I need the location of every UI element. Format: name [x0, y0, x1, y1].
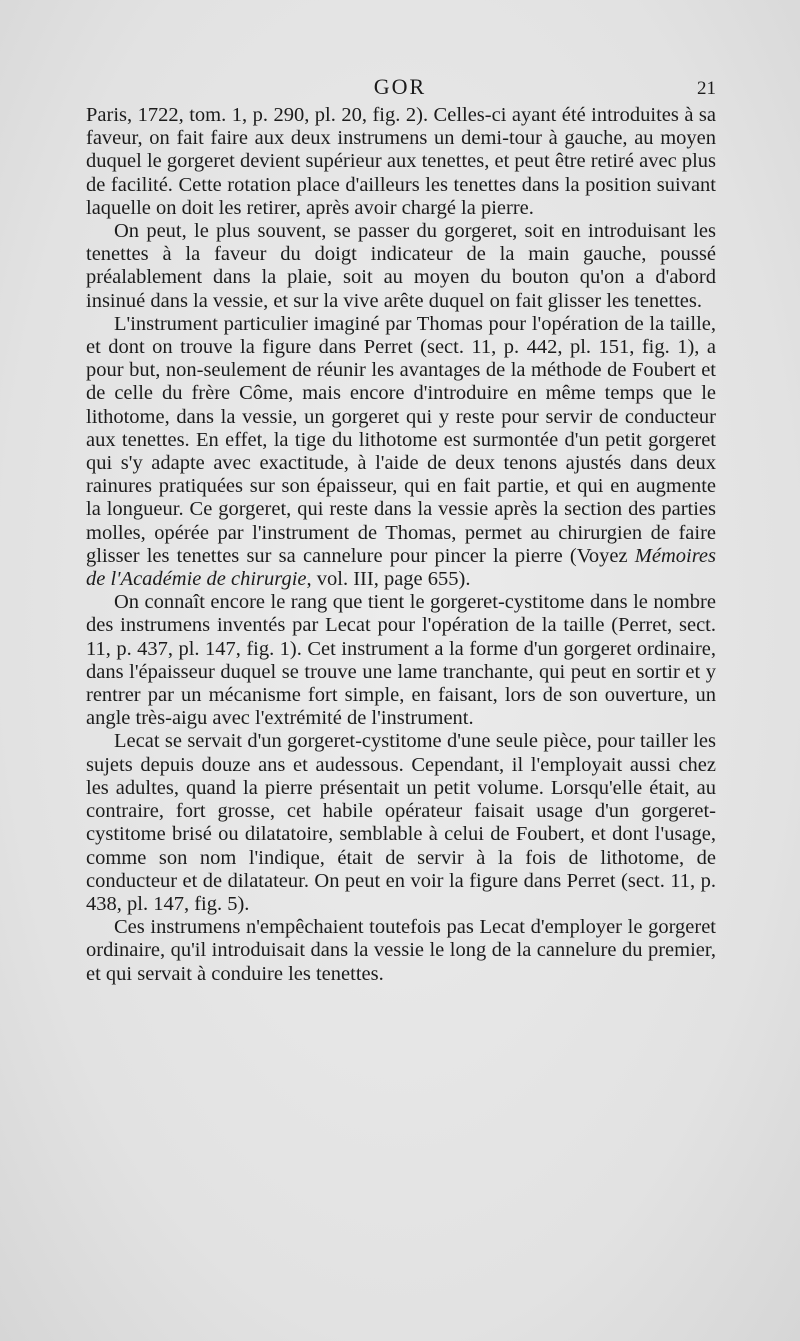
running-title: GOR	[373, 74, 427, 99]
page-number: 21	[697, 78, 716, 99]
paragraph-3: L'instrument particulier imaginé par Thomas pour l'opération de la taille, et dont on trouve la figure dans Perret (sect. 11, p. 442, pl. 151, fig. 1), a pour but, non-seulement de réunir les avantages de la méthode de Foubert et de celle du frère Côme, mais encore d'introduire en même temps que le lithotome, dans la vessie, un gorgeret qui y reste pour servir de conducteur aux tenettes. En effet, la tige du lithotome est surmontée d'un petit gorgeret qui s'y adapte avec exactitude, à l'aide de deux tenons ajustés dans deux rainures pratiquées sur son épaisseur, qui en fait partie, et qui en augmente la longueur. Ce gorgeret, qui reste dans la vessie après la section des parties molles, opérée par l'instrument de Thomas, permet au chirurgien de faire glisser les tenettes sur sa cannelure pour pincer la pierre (Voyez Mémoires de l'Académie de chirurgie, vol. III, page 655).	[86, 312, 717, 591]
paragraph-1: Paris, 1722, tom. 1, p. 290, pl. 20, fig. 2). Celles-ci ayant été introduites à sa faveur, on fait faire aux deux instrumens un demi-tour à gauche, au moyen duquel le gorgeret devient supérieur aux tenettes, et peut être retiré avec plus de facilité. Cette rotation place d'ailleurs les tenettes dans la position suivant laquelle on doit les retirer, après avoir chargé la pierre.	[86, 104, 716, 219]
running-head	[84, 74, 716, 104]
italic-title: Mémoires de l'Académie de chirurgie	[86, 544, 717, 591]
body-text	[86, 104, 716, 986]
paragraph-5: Lecat se servait d'un gorgeret-cystitome d'une seule pièce, pour tailler les sujets depuis douze ans et audessous. Cependant, il l'employait aussi chez les adultes, quand la pierre présentait un petit volume. Lorsqu'elle était, au contraire, fort grosse, cet habile opérateur faisait usage d'un gorgeret-cystitome brisé ou dilatatoire, semblable à celui de Foubert, et dont l'usage, comme son nom l'indique, était de servir à la fois de lithotome, de conducteur et de dilatateur. On peut en voir la figure dans Perret (sect. 11, p. 438, pl. 147, fig. 5).	[86, 730, 716, 915]
paragraph-2: On peut, le plus souvent, se passer du gorgeret, soit en introduisant les tenettes à la faveur du doigt indicateur de la main gauche, poussé préalablement dans la plaie, soit au moyen du bouton qu'on a d'abord insinué dans la vessie, et sur la vive arête duquel on fait glisser les tenettes.	[86, 220, 716, 312]
paragraph-4: On connaît encore le rang que tient le gorgeret-cystitome dans le nombre des instrumens inventés par Lecat pour l'opération de la taille (Perret, sect. 11, p. 437, pl. 147, fig. 1). Cet instrument a la forme d'un gorgeret ordinaire, dans l'épaisseur duquel se trouve une lame tranchante, qui peut en sortir et y rentrer par un mécanisme fort simple, en faisant, lors de son ouverture, un angle très-aigu avec l'extrémité de l'instrument.	[86, 591, 716, 730]
paragraph-6: Ces instrumens n'empêchaient toutefois pas Lecat d'employer le gorgeret ordinaire, qu'il introduisait dans la vessie le long de la cannelure du premier, et qui servait à conduire les tenettes.	[86, 916, 716, 985]
